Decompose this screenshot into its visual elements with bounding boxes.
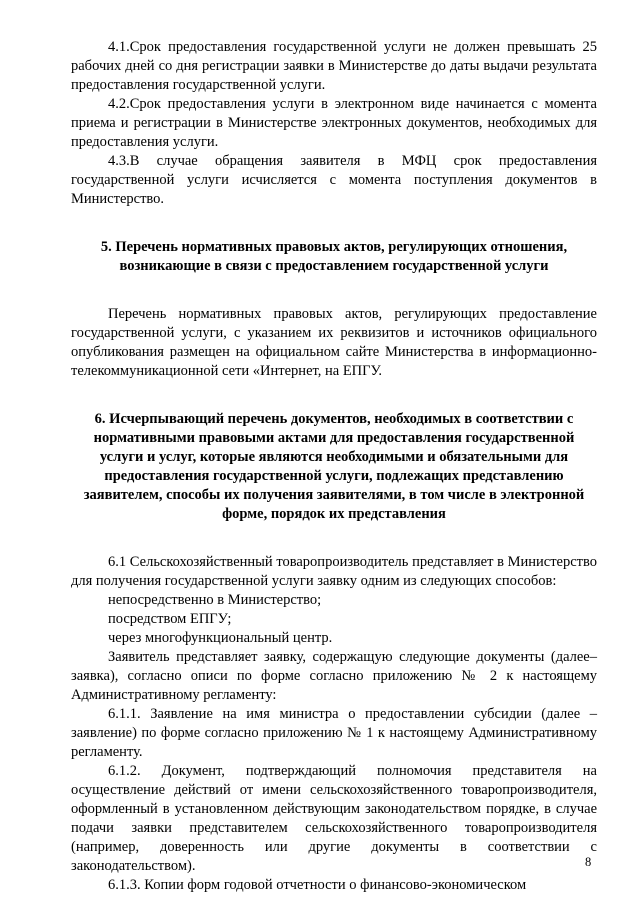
page-content — [71, 38, 597, 895]
spacer — [71, 381, 597, 410]
submission-way-item: посредством ЕПГУ; — [108, 611, 232, 627]
applicant-paragraph: Заявитель представляет заявку, содержащую следующие документы (далее– заявка), согласно описи по форме согласно приложению № 2 к настоящему Административному регламенту: — [71, 649, 597, 703]
submission-way-item: через многофункциональный центр. — [108, 630, 333, 646]
paragraph-6-1: 6.1 Сельскохозяйственный товаропроизводитель представляет в Министерство для получения государственной услуги заявку одним из следующих способов: — [71, 554, 597, 589]
submission-way-item: непосредственно в Министерство; — [108, 592, 322, 608]
paragraph-4-1: 4.1.Срок предоставления государственной услуги не должен превышать 25 рабочих дней со дня регистрации заявки в Министерстве до даты выдачи результата предоставления государственной услуги. — [71, 39, 597, 93]
paragraph-6-1-1: 6.1.1. Заявление на имя министра о предоставлении субсидии (далее – заявление) по форме согласно приложению № 1 к настоящему Административному регламенту. — [71, 706, 597, 760]
page-number: 8 — [585, 855, 592, 869]
section-5-heading: 5. Перечень нормативных правовых актов, регулирующих отношения, возникающие в связи с предоставлением государственной услуги — [100, 239, 568, 274]
section-6-heading: 6. Исчерпывающий перечень документов, необходимых в соответствии с нормативными правовыми актами для предоставления государственной услуги и услуг, которые являются необходимыми и обязательными для предоставления государственной услуги, подлежащих представлению заявителем, способы их получения заявителями, в том числе в электронной форме, порядок их представления — [83, 411, 585, 522]
spacer — [71, 276, 597, 305]
paragraph-4-2: 4.2.Срок предоставления услуги в электронном виде начинается с момента приема и регистрации в Министерстве электронных документов, необходимых для предоставления услуги. — [71, 96, 597, 150]
spacer — [71, 524, 597, 553]
paragraph-6-1-3: 6.1.3. Копии форм годовой отчетности о финансово-экономическом — [108, 877, 527, 893]
paragraph-4-3: 4.3.В случае обращения заявителя в МФЦ срок предоставления государственной услуги исчисляется с момента поступления документов в Министерство. — [71, 153, 597, 207]
paragraph-6-1-2: 6.1.2. Документ, подтверждающий полномочия представителя на осуществление действий от имени сельскохозяйственного товаропроизводителя, оформленный в установленном действующим законодательством порядке, в случае подачи заявки представителем сельскохозяйственного товаропроизводителя (например, доверенность или другие документы в соответствии с законодательством). — [71, 763, 597, 874]
section-5-paragraph: Перечень нормативных правовых актов, регулирующих предоставление государственной услуги, с указанием их реквизитов и источников официального опубликования размещен на официальном сайте Министерства в информационно-телекоммуникационной сети «Интернет, на ЕПГУ. — [71, 306, 597, 379]
spacer — [71, 209, 597, 238]
